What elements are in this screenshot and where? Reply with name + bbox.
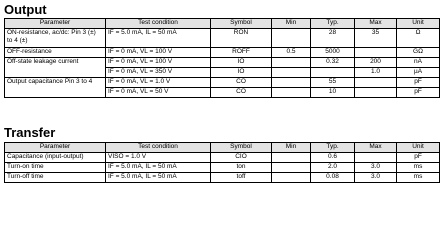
min-cell (272, 68, 311, 78)
typ-cell: 28 (311, 29, 355, 48)
unit-cell: nA (397, 58, 440, 68)
header-parameter: Parameter (5, 19, 106, 29)
symbol-cell: IO (211, 68, 272, 78)
min-cell (272, 58, 311, 68)
header-typ: Typ. (311, 19, 355, 29)
table-row (5, 48, 440, 58)
param-cell: Capacitance (input-output) (5, 153, 106, 163)
output-section-title: Output (4, 2, 47, 17)
table-row (5, 153, 440, 163)
condition-cell: IF = 5.0 mA, IL = 50 mA (106, 163, 211, 173)
header-unit: Unit (397, 19, 440, 29)
max-cell: 3.0 (355, 163, 397, 173)
condition-cell: IF = 5.0 mA, IL = 50 mA (106, 173, 211, 183)
min-cell (272, 88, 311, 98)
max-cell: 35 (355, 29, 397, 48)
output-table (4, 18, 440, 98)
header-test-condition: Test condition (106, 143, 211, 153)
condition-cell: IF = 0 mA, VL = 350 V (106, 68, 211, 78)
typ-cell: 0.08 (311, 173, 355, 183)
header-symbol: Symbol (211, 19, 272, 29)
typ-cell: 2.0 (311, 163, 355, 173)
max-cell: 200 (355, 58, 397, 68)
condition-cell: IF = 0 mA, VL = 50 V (106, 88, 211, 98)
min-cell (272, 78, 311, 88)
typ-cell: 5000 (311, 48, 355, 58)
table-row (5, 88, 440, 98)
param-cell: ON-resistance, ac/dc: Pin 3 (±) to 4 (±) (5, 29, 106, 48)
condition-cell: IF = 0 mA, VL = 1.0 V (106, 78, 211, 88)
param-cell (5, 88, 106, 98)
max-cell (355, 88, 397, 98)
max-cell (355, 153, 397, 163)
header-test-condition: Test condition (106, 19, 211, 29)
unit-cell: pF (397, 88, 440, 98)
header-symbol: Symbol (211, 143, 272, 153)
unit-cell: ms (397, 163, 440, 173)
symbol-cell: CO (211, 78, 272, 88)
header-parameter: Parameter (5, 143, 106, 153)
transfer-table (4, 142, 440, 183)
table-header-row (5, 19, 440, 29)
header-min: Min (272, 19, 311, 29)
symbol-cell: toff (211, 173, 272, 183)
unit-cell: ms (397, 173, 440, 183)
unit-cell: Ω (397, 29, 440, 48)
condition-cell: VISO = 1.0 V (106, 153, 211, 163)
symbol-cell: CO (211, 88, 272, 98)
condition-cell: IF = 5.0 mA, IL = 50 mA (106, 29, 211, 48)
symbol-cell: RON (211, 29, 272, 48)
table-row (5, 173, 440, 183)
condition-cell: IF = 0 mA, VL = 100 V (106, 58, 211, 68)
table-row (5, 163, 440, 173)
param-cell (5, 68, 106, 78)
typ-cell: 0.32 (311, 58, 355, 68)
param-cell: Output capacitance Pin 3 to 4 (5, 78, 106, 88)
unit-cell: GΩ (397, 48, 440, 58)
table-row (5, 78, 440, 88)
table-row (5, 68, 440, 78)
symbol-cell: CIO (211, 153, 272, 163)
unit-cell: pF (397, 78, 440, 88)
param-cell: Turn-on time (5, 163, 106, 173)
param-cell: Turn-off time (5, 173, 106, 183)
unit-cell: pF (397, 153, 440, 163)
min-cell (272, 29, 311, 48)
symbol-cell: ROFF (211, 48, 272, 58)
table-row (5, 58, 440, 68)
min-cell (272, 163, 311, 173)
min-cell: 0.5 (272, 48, 311, 58)
header-min: Min (272, 143, 311, 153)
transfer-section-title: Transfer (4, 125, 56, 140)
header-unit: Unit (397, 143, 440, 153)
header-max: Max (355, 143, 397, 153)
table-row (5, 29, 440, 48)
table-header-row (5, 143, 440, 153)
max-cell: 1.0 (355, 68, 397, 78)
max-cell: 3.0 (355, 173, 397, 183)
condition-cell: IF = 0 mA, VL = 100 V (106, 48, 211, 58)
min-cell (272, 173, 311, 183)
max-cell (355, 78, 397, 88)
symbol-cell: IO (211, 58, 272, 68)
typ-cell: 0.6 (311, 153, 355, 163)
typ-cell (311, 68, 355, 78)
typ-cell: 10 (311, 88, 355, 98)
min-cell (272, 153, 311, 163)
symbol-cell: ton (211, 163, 272, 173)
unit-cell: µA (397, 68, 440, 78)
max-cell (355, 48, 397, 58)
param-cell: Off-state leakage current (5, 58, 106, 68)
header-typ: Typ. (311, 143, 355, 153)
param-cell: OFF-resistance (5, 48, 106, 58)
header-max: Max (355, 19, 397, 29)
typ-cell: 55 (311, 78, 355, 88)
